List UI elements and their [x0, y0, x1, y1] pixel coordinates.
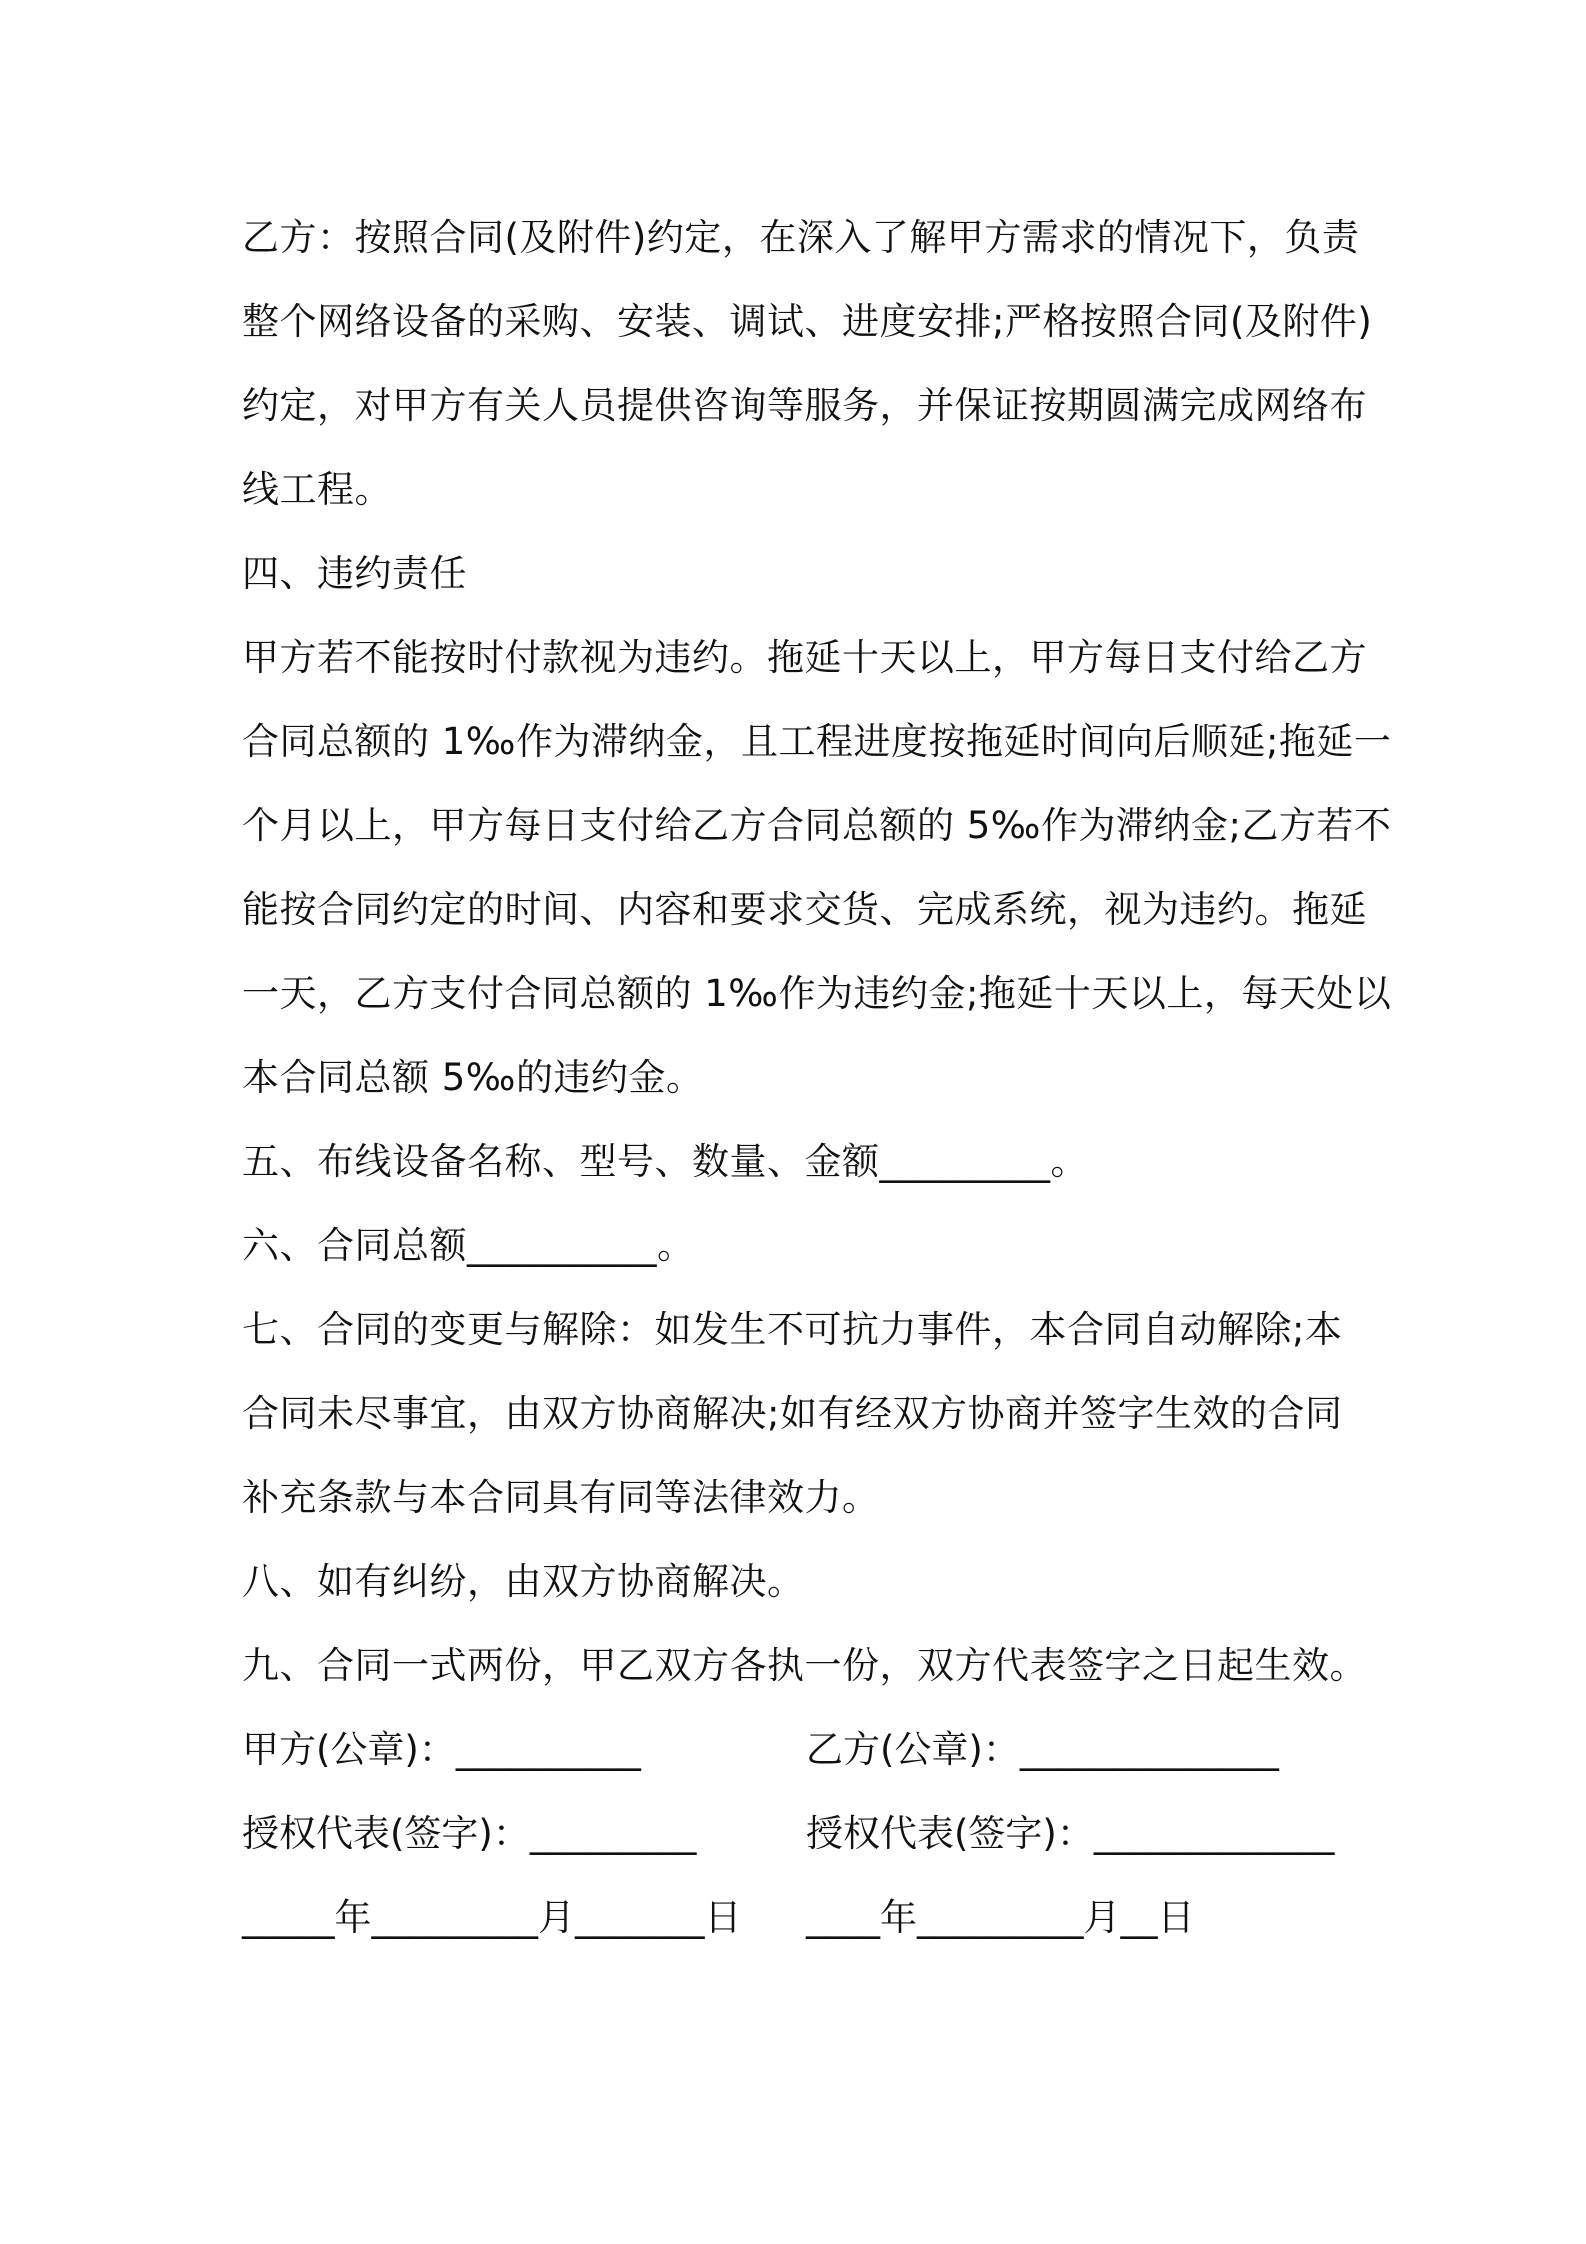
party-a-representative-field: 授权代表(签字)：_________ [242, 1812, 697, 1855]
clause-party-b-duties-line-1: 乙方：按照合同(及附件)约定，在深入了解甲方需求的情况下，负责 [242, 216, 1360, 259]
clause-breach-line-3: 个月以上，甲方每日支付给乙方合同总额的 5‰作为滞纳金;乙方若不 [242, 804, 1392, 847]
clause-total-amount: 六、合同总额__________。 [242, 1224, 695, 1267]
party-a-seal-field: 甲方(公章)：__________ [242, 1728, 641, 1771]
clause-change-termination-line-3: 补充条款与本合同具有同等法律效力。 [242, 1476, 880, 1519]
clause-breach-line-4: 能按合同约定的时间、内容和要求交货、完成系统，视为违约。拖延 [242, 888, 1367, 931]
clause-party-b-duties-line-4: 线工程。 [242, 468, 392, 511]
clause-party-b-duties-line-3: 约定，对甲方有关人员提供咨询等服务，并保证按期圆满完成网络布 [242, 384, 1367, 427]
party-b-date-field: ____年_________月__日 [806, 1896, 1195, 1939]
clause-disputes: 八、如有纠纷，由双方协商解决。 [242, 1560, 805, 1603]
clause-copies: 九、合同一式两份，甲乙双方各执一份，双方代表签字之日起生效。 [242, 1644, 1367, 1687]
clause-change-termination-line-1: 七、合同的变更与解除：如发生不可抗力事件，本合同自动解除;本 [242, 1308, 1343, 1351]
clause-equipment: 五、布线设备名称、型号、数量、金额_________。 [242, 1140, 1088, 1183]
signature-row-seal [242, 1708, 1354, 1792]
document-body [242, 196, 1392, 1960]
clause-breach-line-6: 本合同总额 5‰的违约金。 [242, 1056, 704, 1099]
section-heading-breach: 四、违约责任 [242, 552, 467, 595]
clause-change-termination-line-2: 合同未尽事宜，由双方协商解决;如有经双方协商并签字生效的合同 [242, 1392, 1343, 1435]
party-b-seal-field: 乙方(公章)：______________ [806, 1728, 1279, 1771]
party-b-representative-field: 授权代表(签字)：_____________ [806, 1812, 1335, 1855]
party-a-date-field: _____年_________月_______日 [242, 1896, 742, 1939]
clause-party-b-duties-line-2: 整个网络设备的采购、安装、调试、进度安排;严格按照合同(及附件) [242, 300, 1373, 343]
clause-breach-line-5: 一天，乙方支付合同总额的 1‰作为违约金;拖延十天以上，每天处以 [242, 972, 1392, 1015]
signature-row-date [242, 1876, 1354, 1960]
clause-breach-line-2: 合同总额的 1‰作为滞纳金，且工程进度按拖延时间向后顺延;拖延一 [242, 720, 1392, 763]
clause-breach-line-1: 甲方若不能按时付款视为违约。拖延十天以上，甲方每日支付给乙方 [242, 636, 1367, 679]
signature-row-representative [242, 1792, 1354, 1876]
